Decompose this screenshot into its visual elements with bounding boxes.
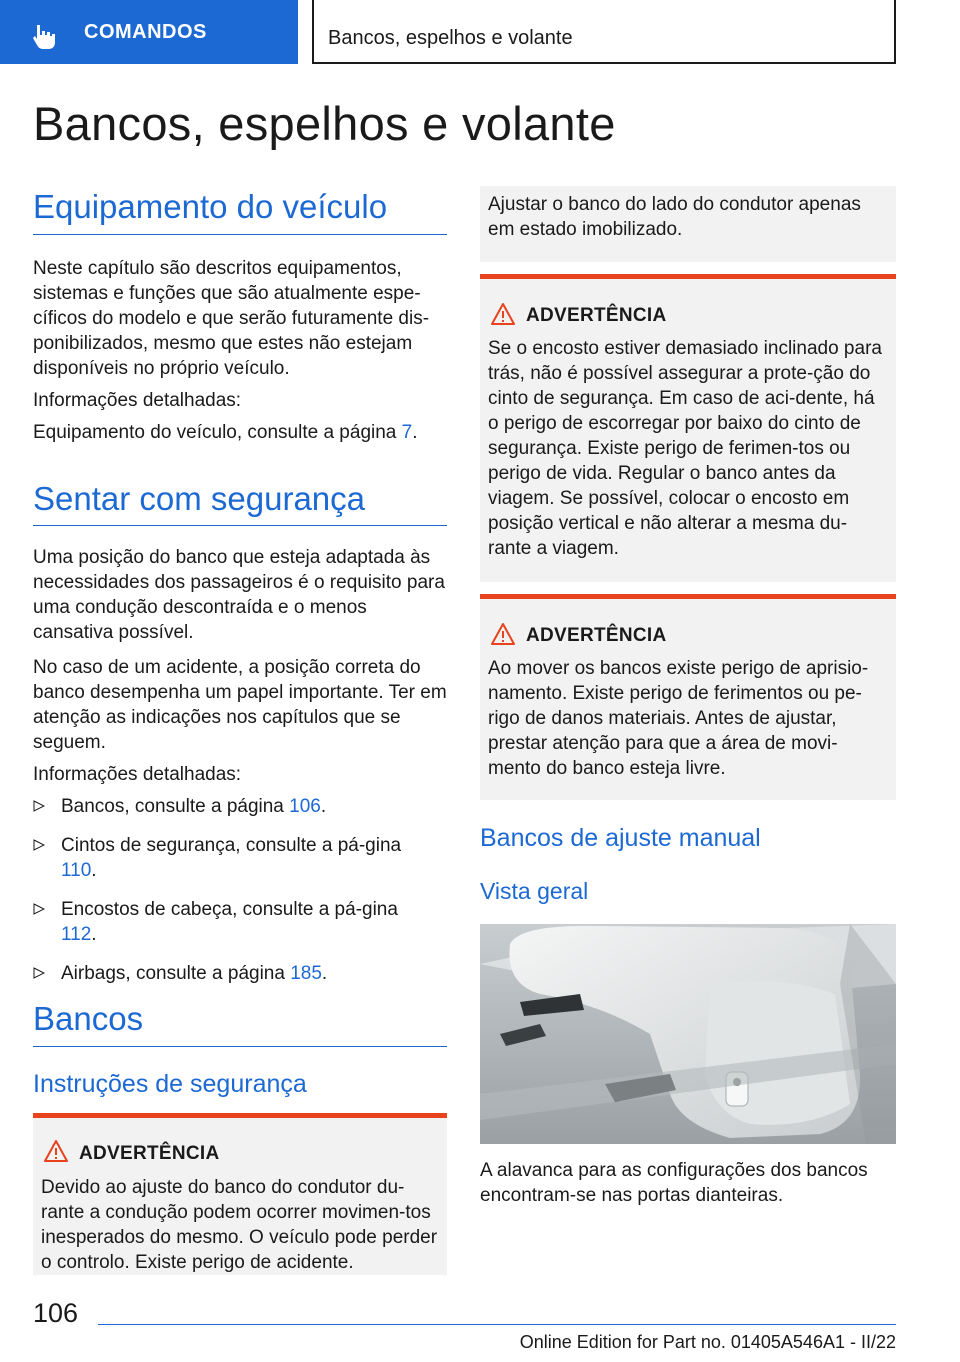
header-section	[312, 0, 896, 64]
triangle-bullet-icon	[33, 903, 45, 915]
warning-icon	[490, 622, 516, 646]
note-text: Ajustar o banco do lado do condutor apenas em estado imobilizado.	[488, 194, 861, 240]
heading-equipamento: Equipamento do veículo	[33, 188, 388, 225]
triangle-bullet-icon	[33, 967, 45, 979]
reference-list	[33, 794, 403, 1000]
heading-instrucoes: Instruções de segurança	[33, 1070, 307, 1098]
divider	[33, 234, 447, 235]
triangle-bullet-icon	[33, 800, 45, 812]
sentar-paragraph-1: Uma posição do banco que esteja adaptada às necessidades dos passageiros é o requisito para uma condução descontraída e o menos cansativa possível.	[33, 547, 445, 643]
header-tab[interactable]	[0, 0, 298, 64]
divider	[33, 1046, 447, 1047]
warning-icon	[43, 1139, 69, 1163]
warning-title: ADVERTÊNCIA	[526, 625, 667, 646]
list-item-end: .	[91, 924, 97, 945]
warning-text: Devido ao ajuste do banco do condutor du-rante a condução podem ocorrer movimen-tos inesperados do mesmo. O veículo pode perder o controlo. Existe perigo de acidente.	[41, 1177, 438, 1273]
list-item-text: Cintos de segurança, consulte a pá-gina	[61, 835, 402, 856]
list-item	[33, 794, 403, 819]
warning-box	[480, 594, 896, 800]
equip-reference	[33, 420, 449, 445]
divider	[33, 525, 447, 526]
list-item-text: Encostos de cabeça, consulte a pá-gina	[61, 899, 398, 920]
heading-vista-geral: Vista geral	[480, 878, 589, 904]
warning-text: Ao mover os bancos existe perigo de aprisio-namento. Existe perigo de ferimentos ou pe-rigo de danos materiais. Antes de ajustar, prestar atenção para que a área de movi-mento do banco esteja livre.	[488, 658, 869, 779]
sentar-paragraph-2: No caso de um acidente, a posição correta do banco desempenha um papel importante. Ter em atenção as indicações nos capítulos que se seguem.	[33, 657, 447, 753]
warning-text: Se o encosto estiver demasiado inclinado para trás, não é possível assegurar a prote-ção do cinto de segurança. Em caso de aci-dente, há o perigo de escorregar por baixo do cinto de segurança. Existe perigo de ferimen-tos ou perigo de vida. Regular o banco antes da viagem. Se possível, colocar o encosto em posição vertical e não alterar a mesma du-rante a viagem.	[488, 338, 882, 559]
list-item	[33, 897, 403, 947]
list-item-end: .	[320, 796, 327, 817]
header-section-label: Bancos, espelhos e volante	[328, 27, 573, 49]
reference-text: Equipamento do veículo, consulte a página	[33, 422, 402, 443]
warning-box	[480, 274, 896, 582]
page-link[interactable]: 185	[290, 963, 322, 984]
heading-ajuste-manual: Bancos de ajuste manual	[480, 824, 761, 852]
heading-bancos: Bancos	[33, 1000, 144, 1037]
page-link[interactable]: 112	[61, 924, 92, 945]
warning-title: ADVERTÊNCIA	[526, 305, 667, 326]
heading-sentar: Sentar com segurança	[33, 480, 366, 517]
page-number: 106	[33, 1298, 79, 1328]
equip-paragraph: Neste capítulo são descritos equipamentos, sistemas e funções que são atualmente espe-cíficos do modelo e que serão futuramente dis-ponibilizados, mesmo que estes não estejam disponíveis no próprio veículo.	[33, 258, 430, 379]
seat-illustration	[480, 924, 896, 1144]
warning-bar	[480, 274, 896, 279]
page-link[interactable]: 110	[61, 860, 92, 881]
list-item	[33, 833, 403, 883]
hand-icon	[30, 22, 60, 52]
seat-photo	[480, 924, 896, 1144]
list-item-text: Bancos, consulte a página	[61, 796, 290, 817]
photo-caption: A alavanca para as configurações dos bancos encontram-se nas portas dianteiras.	[480, 1160, 868, 1206]
page-link[interactable]: 106	[289, 796, 321, 817]
footer-divider	[98, 1324, 896, 1325]
warning-title: ADVERTÊNCIA	[79, 1143, 220, 1164]
triangle-bullet-icon	[33, 839, 45, 851]
equip-info-label: Informações detalhadas:	[33, 390, 242, 411]
page-title: Bancos, espelhos e volante	[33, 97, 616, 150]
warning-bar	[480, 594, 896, 599]
warning-box	[33, 1113, 447, 1275]
header-tab-label: COMANDOS	[84, 21, 207, 43]
list-item-end: .	[321, 963, 328, 984]
list-item-end: .	[91, 860, 97, 881]
note-box	[480, 186, 896, 262]
list-item	[33, 961, 403, 986]
warning-bar	[33, 1113, 447, 1118]
reference-end: .	[412, 422, 418, 443]
warning-icon	[490, 302, 516, 326]
footer-edition: Online Edition for Part no. 01405A546A1 - II/22	[519, 1332, 896, 1352]
list-item-text: Airbags, consulte a página	[61, 963, 291, 984]
sentar-info-label: Informações detalhadas:	[33, 764, 242, 785]
page-link[interactable]: 7	[401, 422, 413, 443]
